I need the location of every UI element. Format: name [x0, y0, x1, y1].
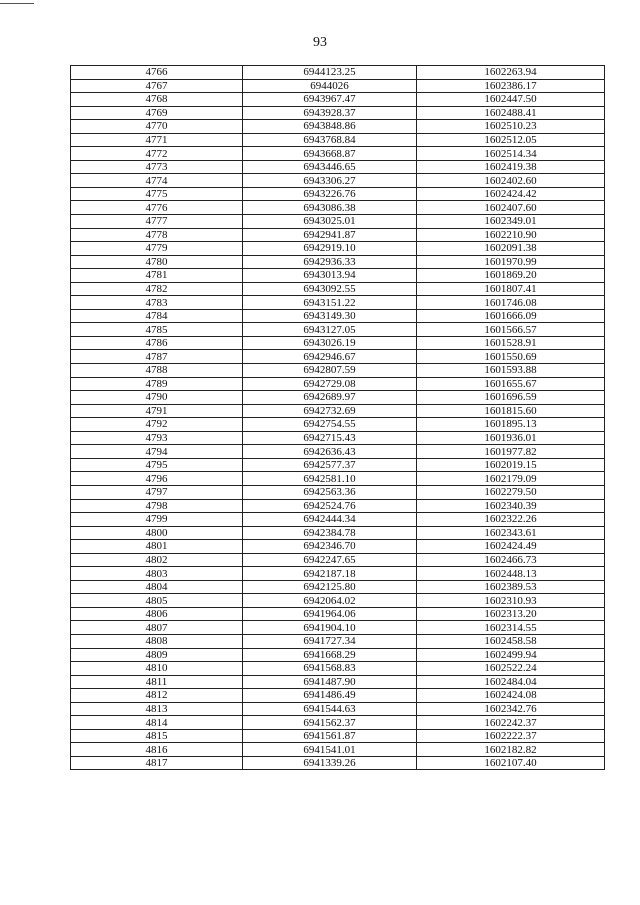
top-left-rule [0, 3, 34, 4]
x-coordinate-cell: 6943151.22 [243, 296, 417, 310]
x-coordinate-cell: 6942754.55 [243, 418, 417, 432]
coordinates-table [70, 65, 605, 770]
y-coordinate-cell: 1602107.40 [417, 756, 605, 770]
table-row [71, 160, 605, 174]
x-coordinate-cell: 6942732.69 [243, 404, 417, 418]
table-row [71, 404, 605, 418]
y-coordinate-cell: 1601550.69 [417, 350, 605, 364]
point-number-cell: 4785 [71, 323, 243, 337]
x-coordinate-cell: 6943928.37 [243, 106, 417, 120]
x-coordinate-cell: 6942563.36 [243, 485, 417, 499]
point-number-cell: 4788 [71, 364, 243, 378]
y-coordinate-cell: 1602310.93 [417, 594, 605, 608]
x-coordinate-cell: 6941568.83 [243, 662, 417, 676]
x-coordinate-cell: 6942689.97 [243, 391, 417, 405]
y-coordinate-cell: 1601566.57 [417, 323, 605, 337]
y-coordinate-cell: 1602522.24 [417, 662, 605, 676]
point-number-cell: 4794 [71, 445, 243, 459]
table-row [71, 215, 605, 229]
point-number-cell: 4790 [71, 391, 243, 405]
x-coordinate-cell: 6943306.27 [243, 174, 417, 188]
point-number-cell: 4793 [71, 431, 243, 445]
point-number-cell: 4778 [71, 228, 243, 242]
x-coordinate-cell: 6942729.08 [243, 377, 417, 391]
table-row [71, 174, 605, 188]
point-number-cell: 4801 [71, 540, 243, 554]
x-coordinate-cell: 6942807.59 [243, 364, 417, 378]
table-row [71, 255, 605, 269]
y-coordinate-cell: 1601869.20 [417, 269, 605, 283]
point-number-cell: 4787 [71, 350, 243, 364]
y-coordinate-cell: 1601655.67 [417, 377, 605, 391]
table-row [71, 743, 605, 757]
x-coordinate-cell: 6943967.47 [243, 93, 417, 107]
x-coordinate-cell: 6943026.19 [243, 336, 417, 350]
x-coordinate-cell: 6943446.65 [243, 160, 417, 174]
x-coordinate-cell: 6942247.65 [243, 553, 417, 567]
point-number-cell: 4795 [71, 458, 243, 472]
table-row [71, 621, 605, 635]
point-number-cell: 4798 [71, 499, 243, 513]
table-row [71, 66, 605, 80]
table-row [71, 485, 605, 499]
y-coordinate-cell: 1601593.88 [417, 364, 605, 378]
y-coordinate-cell: 1601936.01 [417, 431, 605, 445]
table-row [71, 648, 605, 662]
y-coordinate-cell: 1602342.76 [417, 702, 605, 716]
x-coordinate-cell: 6942919.10 [243, 242, 417, 256]
point-number-cell: 4768 [71, 93, 243, 107]
table-row [71, 675, 605, 689]
y-coordinate-cell: 1602242.37 [417, 716, 605, 730]
y-coordinate-cell: 1602458.58 [417, 634, 605, 648]
table-row [71, 296, 605, 310]
y-coordinate-cell: 1601895.13 [417, 418, 605, 432]
x-coordinate-cell: 6942064.02 [243, 594, 417, 608]
y-coordinate-cell: 1602389.53 [417, 580, 605, 594]
table-row [71, 242, 605, 256]
table-row [71, 716, 605, 730]
point-number-cell: 4777 [71, 215, 243, 229]
point-number-cell: 4783 [71, 296, 243, 310]
x-coordinate-cell: 6942946.67 [243, 350, 417, 364]
point-number-cell: 4808 [71, 634, 243, 648]
x-coordinate-cell: 6943127.05 [243, 323, 417, 337]
y-coordinate-cell: 1601696.59 [417, 391, 605, 405]
y-coordinate-cell: 1602263.94 [417, 66, 605, 80]
x-coordinate-cell: 6941904.10 [243, 621, 417, 635]
table-row [71, 499, 605, 513]
y-coordinate-cell: 1602510.23 [417, 120, 605, 134]
table-row [71, 269, 605, 283]
x-coordinate-cell: 6942581.10 [243, 472, 417, 486]
table-row [71, 391, 605, 405]
x-coordinate-cell: 6941487.90 [243, 675, 417, 689]
x-coordinate-cell: 6943226.76 [243, 187, 417, 201]
point-number-cell: 4767 [71, 79, 243, 93]
y-coordinate-cell: 1601977.82 [417, 445, 605, 459]
y-coordinate-cell: 1602349.01 [417, 215, 605, 229]
point-number-cell: 4807 [71, 621, 243, 635]
point-number-cell: 4810 [71, 662, 243, 676]
table-row [71, 689, 605, 703]
table-row [71, 282, 605, 296]
table-row [71, 201, 605, 215]
table-row [71, 336, 605, 350]
table-row [71, 133, 605, 147]
table-row [71, 120, 605, 134]
y-coordinate-cell: 1602019.15 [417, 458, 605, 472]
y-coordinate-cell: 1602313.20 [417, 607, 605, 621]
y-coordinate-cell: 1602222.37 [417, 729, 605, 743]
point-number-cell: 4779 [71, 242, 243, 256]
point-number-cell: 4784 [71, 309, 243, 323]
table-row [71, 553, 605, 567]
x-coordinate-cell: 6943025.01 [243, 215, 417, 229]
table-row [71, 418, 605, 432]
point-number-cell: 4786 [71, 336, 243, 350]
table-row [71, 445, 605, 459]
point-number-cell: 4776 [71, 201, 243, 215]
point-number-cell: 4813 [71, 702, 243, 716]
y-coordinate-cell: 1602279.50 [417, 485, 605, 499]
table-row [71, 309, 605, 323]
point-number-cell: 4766 [71, 66, 243, 80]
x-coordinate-cell: 6941339.26 [243, 756, 417, 770]
x-coordinate-cell: 6941544.63 [243, 702, 417, 716]
table-row [71, 567, 605, 581]
table-row [71, 513, 605, 527]
y-coordinate-cell: 1602424.42 [417, 187, 605, 201]
y-coordinate-cell: 1602402.60 [417, 174, 605, 188]
table-row [71, 350, 605, 364]
point-number-cell: 4803 [71, 567, 243, 581]
y-coordinate-cell: 1602091.38 [417, 242, 605, 256]
x-coordinate-cell: 6941541.01 [243, 743, 417, 757]
table-row [71, 607, 605, 621]
point-number-cell: 4812 [71, 689, 243, 703]
point-number-cell: 4805 [71, 594, 243, 608]
table-row [71, 662, 605, 676]
x-coordinate-cell: 6942941.87 [243, 228, 417, 242]
point-number-cell: 4775 [71, 187, 243, 201]
x-coordinate-cell: 6942715.43 [243, 431, 417, 445]
point-number-cell: 4771 [71, 133, 243, 147]
table-row [71, 580, 605, 594]
point-number-cell: 4797 [71, 485, 243, 499]
point-number-cell: 4804 [71, 580, 243, 594]
table-row [71, 634, 605, 648]
x-coordinate-cell: 6943149.30 [243, 309, 417, 323]
table-row [71, 147, 605, 161]
y-coordinate-cell: 1602386.17 [417, 79, 605, 93]
table-row [71, 106, 605, 120]
x-coordinate-cell: 6943768.84 [243, 133, 417, 147]
table-row [71, 472, 605, 486]
table-row [71, 364, 605, 378]
point-number-cell: 4789 [71, 377, 243, 391]
point-number-cell: 4814 [71, 716, 243, 730]
point-number-cell: 4769 [71, 106, 243, 120]
y-coordinate-cell: 1602182.82 [417, 743, 605, 757]
table-row [71, 93, 605, 107]
x-coordinate-cell: 6941964.06 [243, 607, 417, 621]
coordinates-table-body [71, 66, 605, 770]
y-coordinate-cell: 1602466.73 [417, 553, 605, 567]
x-coordinate-cell: 6941486.49 [243, 689, 417, 703]
x-coordinate-cell: 6944123.25 [243, 66, 417, 80]
x-coordinate-cell: 6941727.34 [243, 634, 417, 648]
y-coordinate-cell: 1602424.08 [417, 689, 605, 703]
y-coordinate-cell: 1602322.26 [417, 513, 605, 527]
point-number-cell: 4791 [71, 404, 243, 418]
x-coordinate-cell: 6943013.94 [243, 269, 417, 283]
point-number-cell: 4817 [71, 756, 243, 770]
x-coordinate-cell: 6942444.34 [243, 513, 417, 527]
point-number-cell: 4781 [71, 269, 243, 283]
y-coordinate-cell: 1602419.38 [417, 160, 605, 174]
point-number-cell: 4806 [71, 607, 243, 621]
point-number-cell: 4811 [71, 675, 243, 689]
table-row [71, 594, 605, 608]
point-number-cell: 4816 [71, 743, 243, 757]
x-coordinate-cell: 6942636.43 [243, 445, 417, 459]
y-coordinate-cell: 1602340.39 [417, 499, 605, 513]
x-coordinate-cell: 6942936.33 [243, 255, 417, 269]
x-coordinate-cell: 6942346.70 [243, 540, 417, 554]
y-coordinate-cell: 1602407.60 [417, 201, 605, 215]
table-row [71, 377, 605, 391]
x-coordinate-cell: 6943848.86 [243, 120, 417, 134]
table-row [71, 540, 605, 554]
point-number-cell: 4774 [71, 174, 243, 188]
y-coordinate-cell: 1601970.99 [417, 255, 605, 269]
table-row [71, 228, 605, 242]
table-row [71, 729, 605, 743]
point-number-cell: 4799 [71, 513, 243, 527]
y-coordinate-cell: 1601815.60 [417, 404, 605, 418]
x-coordinate-cell: 6942125.80 [243, 580, 417, 594]
y-coordinate-cell: 1602488.41 [417, 106, 605, 120]
y-coordinate-cell: 1602448.13 [417, 567, 605, 581]
point-number-cell: 4780 [71, 255, 243, 269]
y-coordinate-cell: 1602514.34 [417, 147, 605, 161]
table-row [71, 526, 605, 540]
point-number-cell: 4815 [71, 729, 243, 743]
y-coordinate-cell: 1601528.91 [417, 336, 605, 350]
x-coordinate-cell: 6942577.37 [243, 458, 417, 472]
x-coordinate-cell: 6942524.76 [243, 499, 417, 513]
y-coordinate-cell: 1601746.08 [417, 296, 605, 310]
table-row [71, 187, 605, 201]
table-row [71, 431, 605, 445]
y-coordinate-cell: 1602447.50 [417, 93, 605, 107]
page-number: 93 [313, 35, 327, 50]
table-row [71, 79, 605, 93]
y-coordinate-cell: 1602314.55 [417, 621, 605, 635]
y-coordinate-cell: 1602210.90 [417, 228, 605, 242]
point-number-cell: 4782 [71, 282, 243, 296]
point-number-cell: 4770 [71, 120, 243, 134]
table-row [71, 323, 605, 337]
y-coordinate-cell: 1601807.41 [417, 282, 605, 296]
y-coordinate-cell: 1602484.04 [417, 675, 605, 689]
x-coordinate-cell: 6942384.78 [243, 526, 417, 540]
y-coordinate-cell: 1602499.94 [417, 648, 605, 662]
point-number-cell: 4796 [71, 472, 243, 486]
x-coordinate-cell: 6941562.37 [243, 716, 417, 730]
x-coordinate-cell: 6943092.55 [243, 282, 417, 296]
x-coordinate-cell: 6942187.18 [243, 567, 417, 581]
y-coordinate-cell: 1602343.61 [417, 526, 605, 540]
point-number-cell: 4773 [71, 160, 243, 174]
x-coordinate-cell: 6943086.38 [243, 201, 417, 215]
y-coordinate-cell: 1602512.05 [417, 133, 605, 147]
x-coordinate-cell: 6943668.87 [243, 147, 417, 161]
x-coordinate-cell: 6941561.87 [243, 729, 417, 743]
y-coordinate-cell: 1602179.09 [417, 472, 605, 486]
point-number-cell: 4800 [71, 526, 243, 540]
point-number-cell: 4772 [71, 147, 243, 161]
x-coordinate-cell: 6944026 [243, 79, 417, 93]
y-coordinate-cell: 1601666.09 [417, 309, 605, 323]
point-number-cell: 4802 [71, 553, 243, 567]
table-row [71, 458, 605, 472]
point-number-cell: 4809 [71, 648, 243, 662]
x-coordinate-cell: 6941668.29 [243, 648, 417, 662]
table-row [71, 756, 605, 770]
point-number-cell: 4792 [71, 418, 243, 432]
y-coordinate-cell: 1602424.49 [417, 540, 605, 554]
table-row [71, 702, 605, 716]
